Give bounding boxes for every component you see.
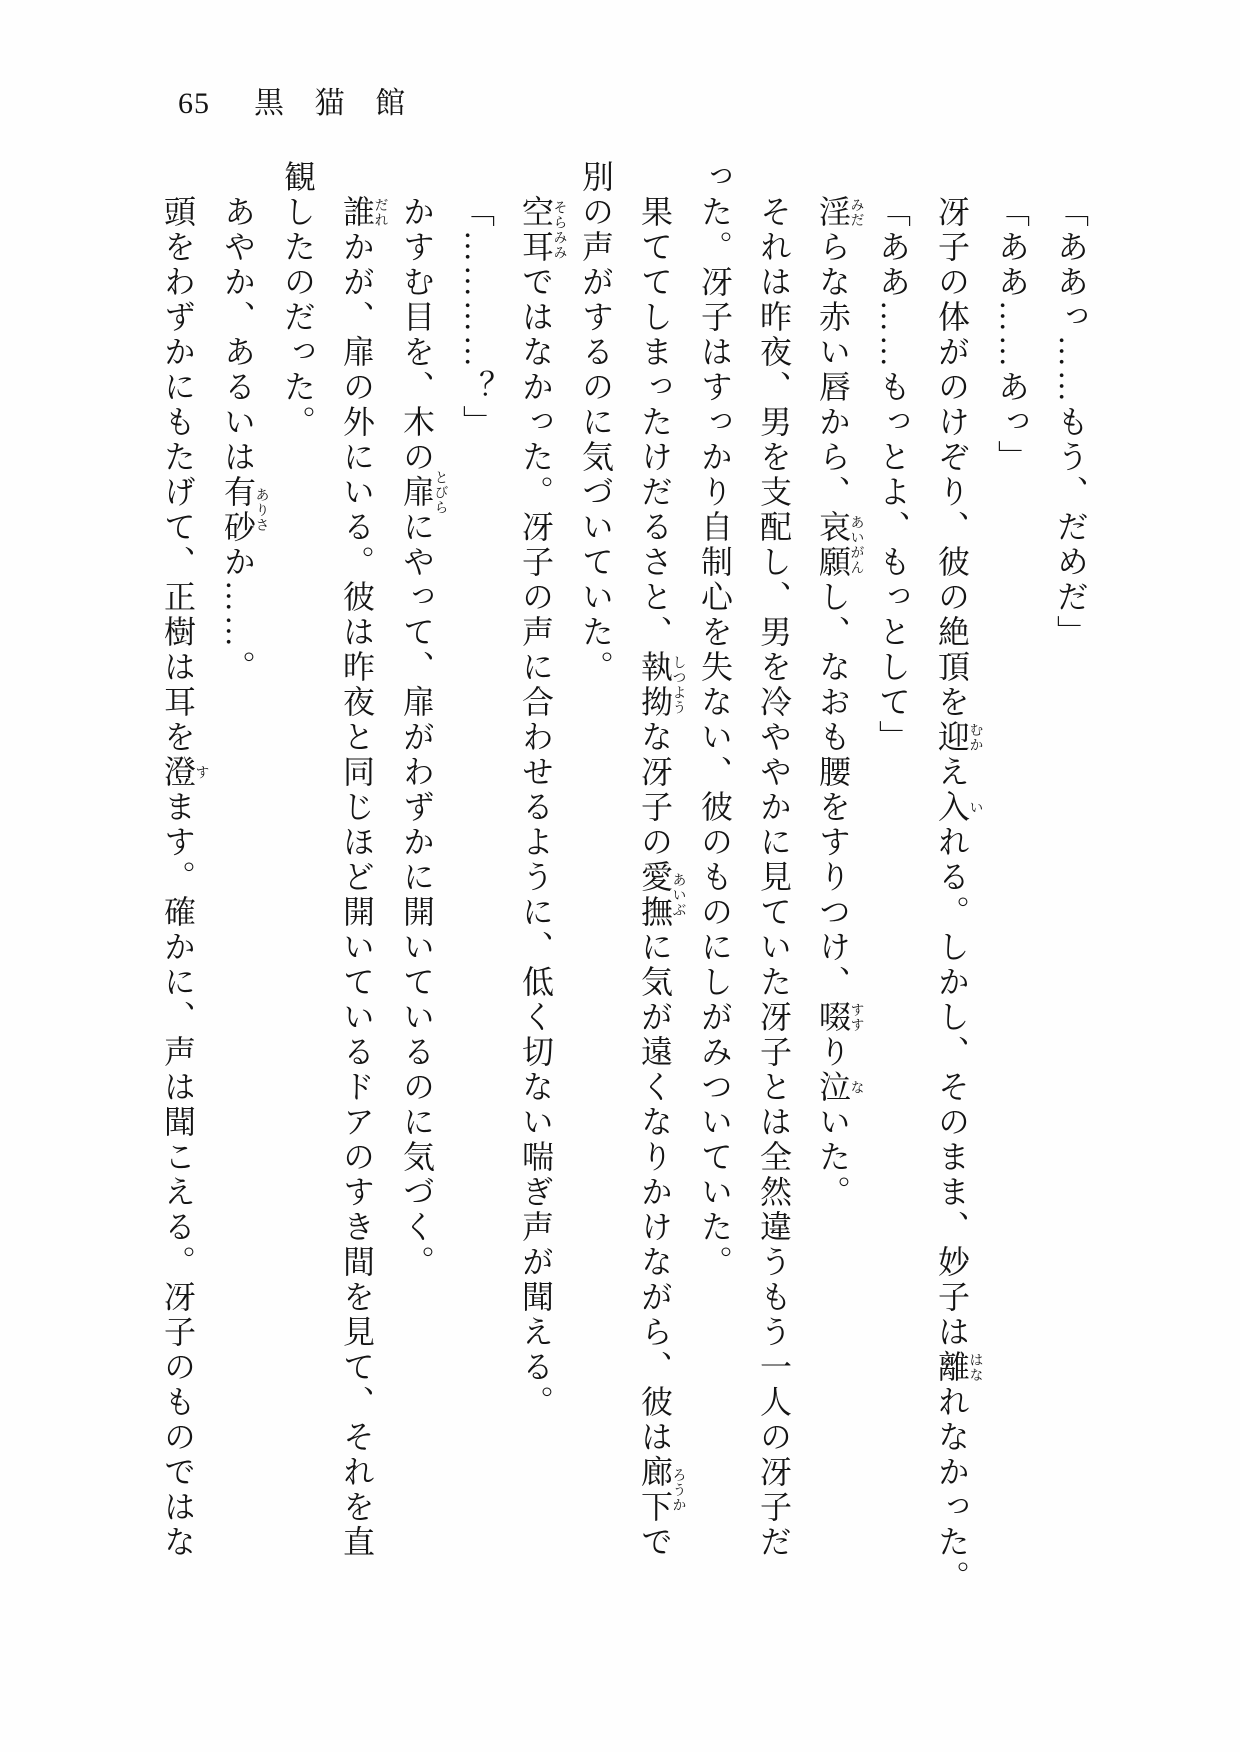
ruby-annotated-word: 哀願あいがん [815, 510, 864, 580]
text-line: 「ああ……もっとよ、もっとして」 [875, 195, 911, 755]
ruby-annotated-word: 執拗しつよう [637, 650, 686, 720]
vertical-text-block [148, 160, 1100, 1600]
text-line: 淫みだらな赤い唇から、哀願あいがんし、なおも腰をすりつけ、啜すすり泣ないた。 [815, 195, 864, 1210]
book-title: 黒猫館 [254, 87, 436, 120]
ruby-annotated-word: 淫みだ [815, 195, 864, 230]
text-line: 別の声がするのに気づいていた。 [578, 160, 614, 685]
ruby-annotated-word: 廊下ろうか [637, 1455, 686, 1525]
ruby-annotated-word: 誰だれ [339, 195, 388, 230]
text-line: 空耳そらみみではなかった。冴子の声に合わせるように、低く切ない喘ぎ声が聞える。 [518, 195, 567, 1420]
ruby-annotated-word: 泣な [815, 1070, 864, 1105]
text-line: 果ててしまったけだるさと、執拗しつような冴子の愛撫あいぶに気が遠くなりかけながら、彼は廊下ろうかで [637, 195, 686, 1560]
ruby-annotated-word: 迎むか [934, 720, 983, 755]
text-line: 冴子の体がのけぞり、彼の絶頂を迎むかえ入いれる。しかし、そのまま、妙子は離はなれなかった。 [934, 195, 983, 1595]
text-line: それは昨夜、男を支配し、男を冷ややかに見ていた冴子とは全然違うもう一人の冴子だ [756, 195, 792, 1560]
text-line: あやか、あるいは有砂ありさか……。 [220, 195, 269, 685]
text-line: 「ああ……あっ」 [994, 195, 1030, 475]
text-line: 頭をわずかにもたげて、正樹は耳を澄すます。確かに、声は聞こえる。冴子のものではな [160, 195, 209, 1560]
text-line: った。冴子はすっかり自制心を失ない、彼のものにしがみついていた。 [697, 160, 733, 1280]
ruby-annotated-word: 有砂ありさ [220, 475, 269, 545]
ruby-annotated-word: 愛撫あいぶ [637, 860, 686, 930]
text-line: かすむ目を、木の扉とびらにやって、扉がわずかに開いているのに気づく。 [399, 195, 448, 1280]
text-line: 「…………？」 [459, 195, 495, 440]
ruby-annotated-word: 空耳そらみみ [518, 195, 567, 265]
page-number: 65 [178, 87, 210, 120]
running-head [178, 86, 436, 122]
text-line: 観したのだった。 [280, 160, 316, 440]
ruby-annotated-word: 扉とびら [399, 470, 448, 515]
ruby-annotated-word: 離はな [934, 1350, 983, 1385]
ruby-annotated-word: 澄す [160, 755, 209, 790]
text-line: 「ああっ……もう、だめだ」 [1053, 195, 1089, 650]
ruby-annotated-word: 入い [934, 790, 983, 825]
text-line: 誰だれかが、扉の外にいる。彼は昨夜と同じほど開いているドアのすき間を見て、それを直 [339, 195, 388, 1560]
ruby-annotated-word: 啜すす [815, 1000, 864, 1035]
